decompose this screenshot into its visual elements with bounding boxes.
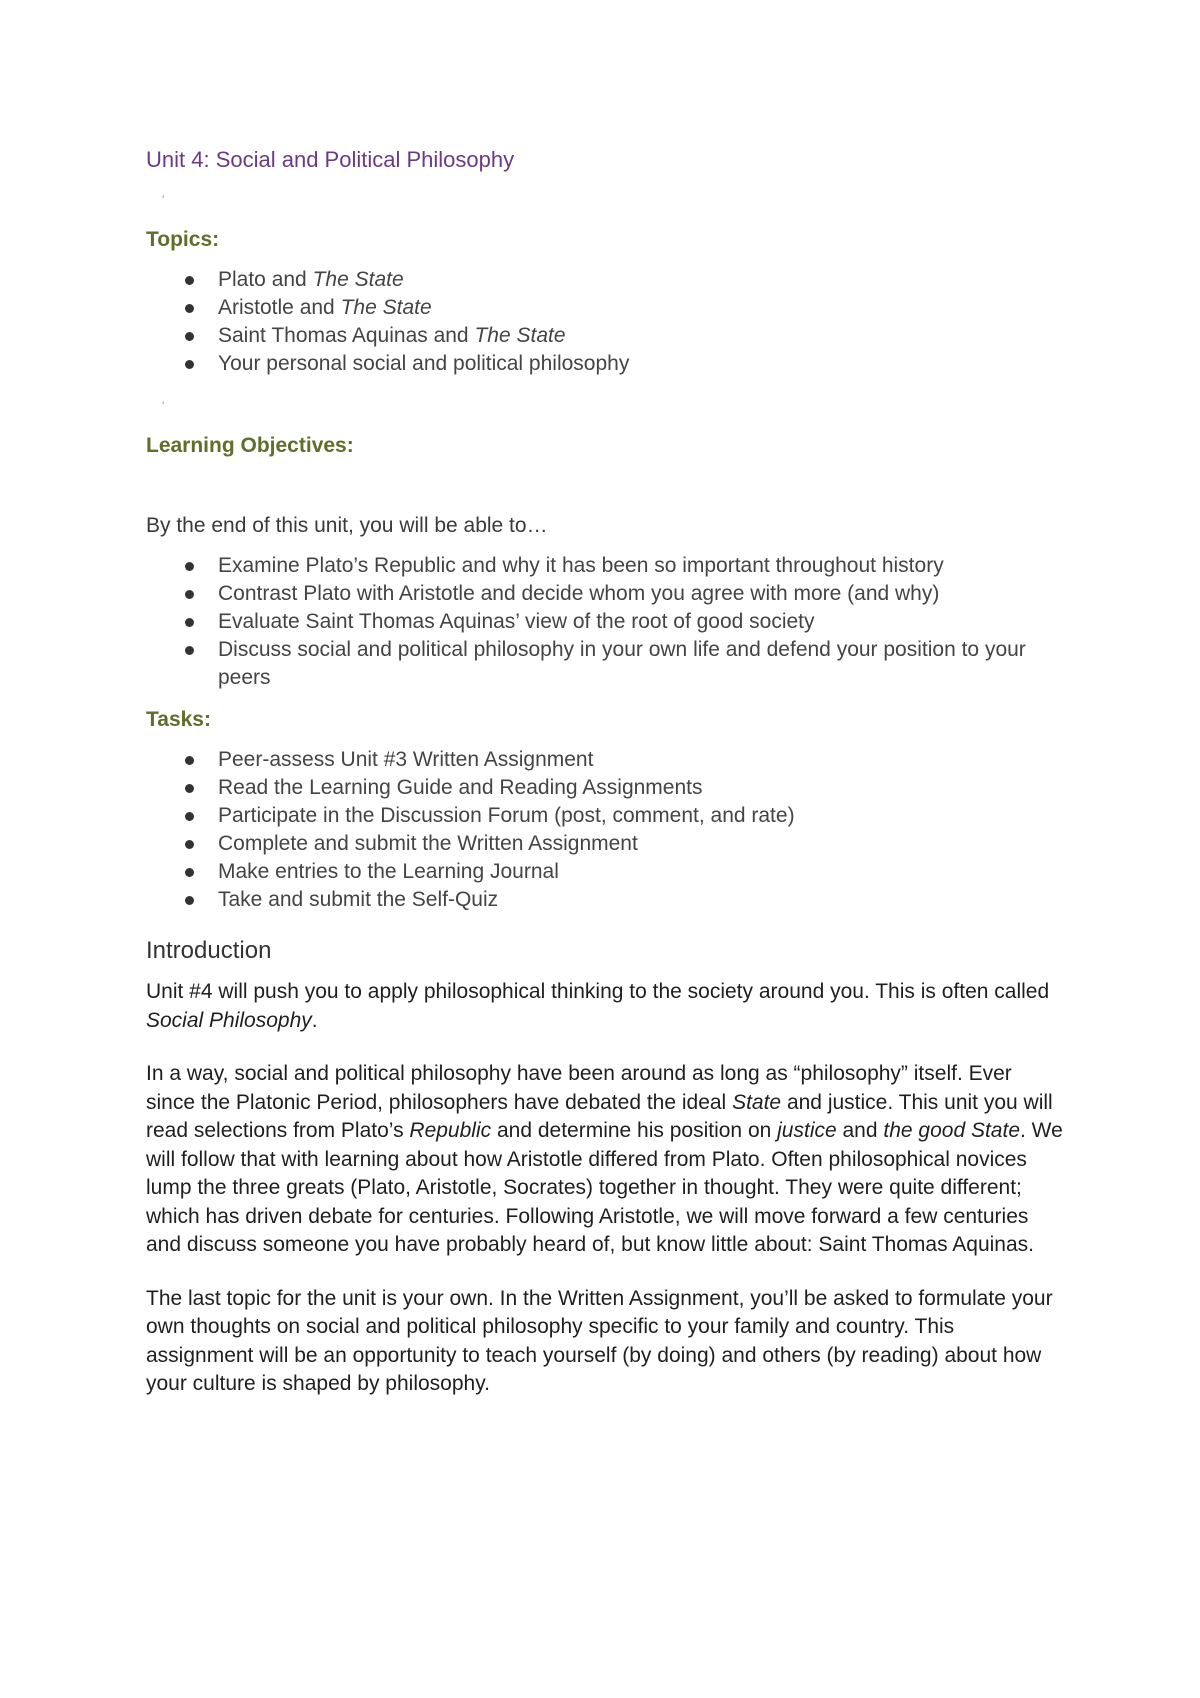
topics-list	[146, 266, 1066, 378]
intro-paragraph-2: In a way, social and political philosophy have been around as long as “philosophy” itself. Ever since the Platonic Period, philosophers have debated the ideal State and justice. This unit you will read selections from Plato’s Republic and determine his position on justice and the good State. We will follow that with learning about how Aristotle differed from Plato. Often philosophical novices lump the three greats (Plato, Aristotle, Socrates) together in thought. They were quite different; which has driven debate for centuries. Following Aristotle, we will move forward a few centuries and discuss someone you have probably heard of, but know little about: Saint Thomas Aquinas.	[146, 1062, 1063, 1256]
list-item: Contrast Plato with Aristotle and decide whom you agree with more (and why)	[182, 580, 1066, 608]
tick-mark: '	[162, 193, 165, 207]
list-item: Peer-assess Unit #3 Written Assignment	[182, 746, 1066, 774]
topics-label: Topics:	[146, 228, 220, 251]
intro-paragraph-1: Unit #4 will push you to apply philosophical thinking to the society around you. This is often called Social Philosophy.	[146, 980, 1050, 1032]
list-item: Your personal social and political philosophy	[182, 350, 1066, 378]
tasks-list	[146, 746, 1066, 914]
list-item: Saint Thomas Aquinas and The State	[182, 322, 1066, 350]
list-item: Evaluate Saint Thomas Aquinas’ view of the root of good society	[182, 608, 1066, 636]
tasks-label: Tasks:	[146, 708, 211, 731]
objectives-lead: By the end of this unit, you will be able to…	[146, 514, 548, 537]
list-item: Plato and The State	[182, 266, 1066, 294]
list-item: Read the Learning Guide and Reading Assignments	[182, 774, 1066, 802]
list-item: Examine Plato’s Republic and why it has been so important throughout history	[182, 552, 1066, 580]
list-item: Take and submit the Self-Quiz	[182, 886, 1066, 914]
list-item: Make entries to the Learning Journal	[182, 858, 1066, 886]
list-item: Aristotle and The State	[182, 294, 1066, 322]
introduction-heading: Introduction	[146, 937, 272, 964]
unit-title: Unit 4: Social and Political Philosophy	[146, 147, 515, 172]
intro-paragraph-3: The last topic for the unit is your own. In the Written Assignment, you’ll be asked to formulate your own thoughts on social and political philosophy specific to your family and country. This assignment will be an opportunity to teach yourself (by doing) and others (by reading) about how your culture is shaped by philosophy.	[146, 1286, 1053, 1395]
document-page	[146, 140, 1066, 1424]
objectives-list	[146, 552, 1066, 692]
list-item: Complete and submit the Written Assignment	[182, 830, 1066, 858]
list-item: Participate in the Discussion Forum (post, comment, and rate)	[182, 802, 1066, 830]
objectives-label: Learning Objectives:	[146, 434, 354, 457]
tick-mark: '	[162, 399, 165, 413]
list-item: Discuss social and political philosophy in your own life and defend your position to your peers	[182, 636, 1066, 692]
